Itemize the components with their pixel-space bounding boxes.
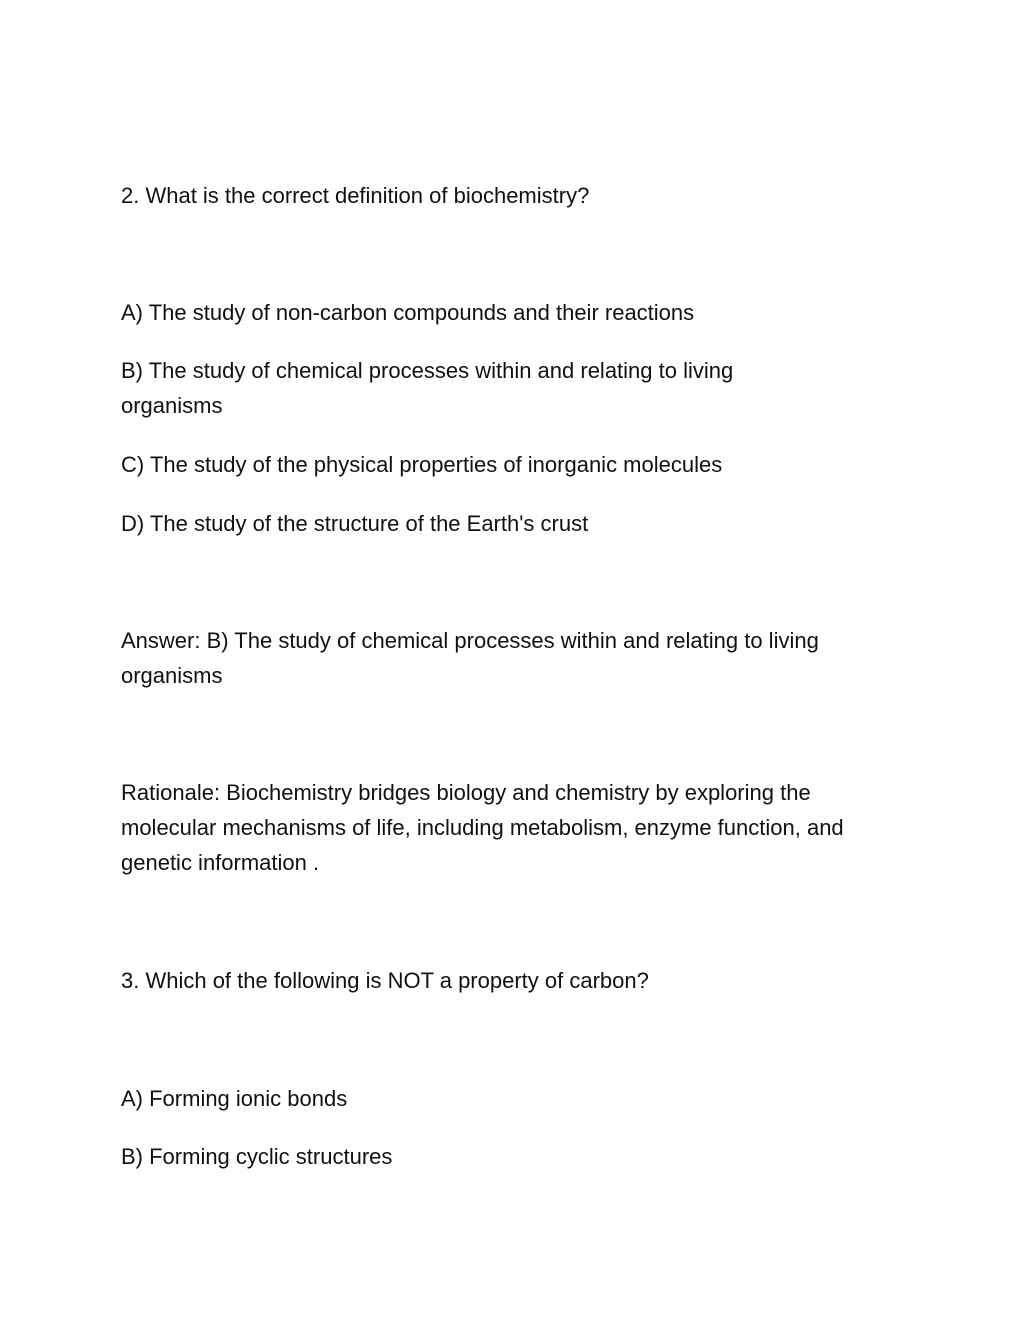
question-3-prompt: 3. Which of the following is NOT a property of carbon?	[121, 968, 649, 993]
question-3-option-a: A) Forming ionic bonds	[121, 1086, 348, 1111]
question-2-option-a: A) The study of non-carbon compounds and their reactions	[121, 300, 695, 325]
question-2-rationale: Rationale: Biochemistry bridges biology and chemistry by exploring the molecular mechanisms of life, including metabolism, enzyme function, and genetic information .	[121, 780, 844, 875]
question-2-option-d: D) The study of the structure of the Earth's crust	[121, 511, 589, 536]
question-2-prompt: 2. What is the correct definition of biochemistry?	[121, 183, 590, 208]
question-2-answer: Answer: B) The study of chemical processes within and relating to living organisms	[121, 628, 819, 688]
question-3-option-b: B) Forming cyclic structures	[121, 1144, 393, 1169]
question-2-option-c: C) The study of the physical properties of inorganic molecules	[121, 452, 723, 477]
question-2-option-b: B) The study of chemical processes within and relating to living organisms	[121, 358, 734, 418]
